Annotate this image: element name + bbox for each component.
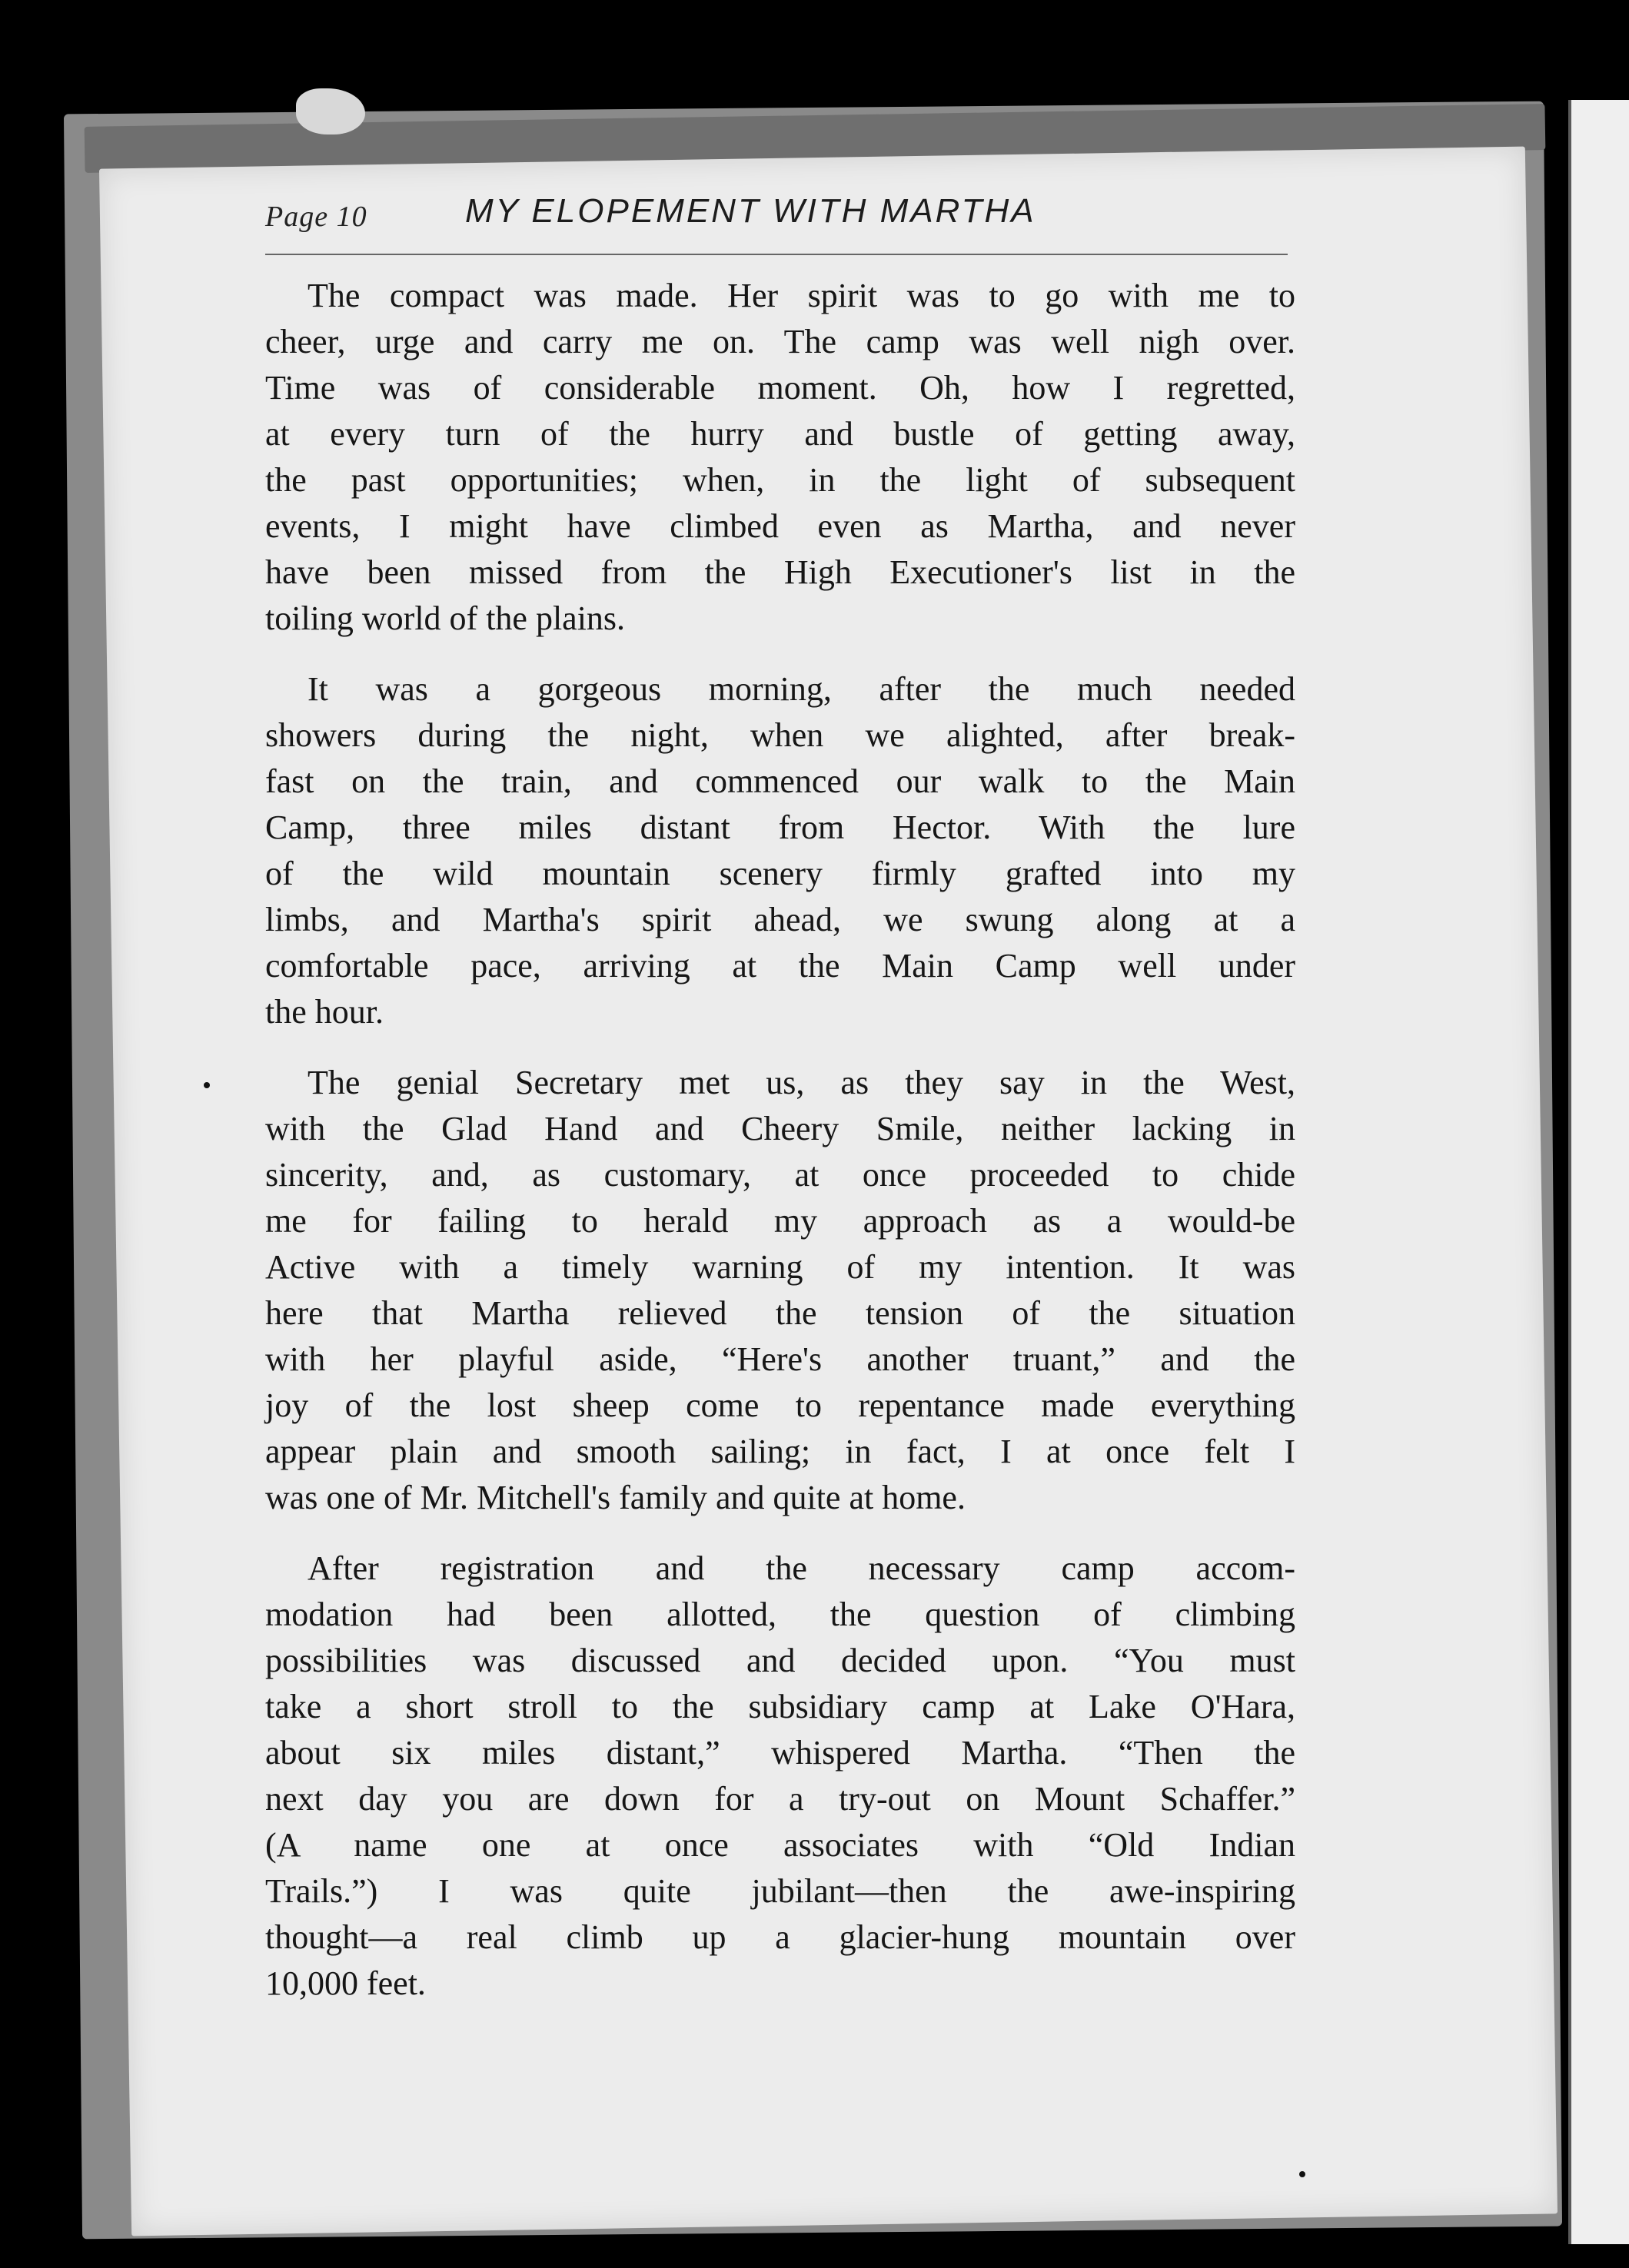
page-number: Page 10 (265, 201, 367, 233)
text-line: Trails.”) I was quite jubilant—then the awe-inspiring (265, 1872, 1295, 1910)
text-line: take a short stroll to the subsidiary camp at Lake O'Hara, (265, 1688, 1295, 1725)
text-line: toiling world of the plains. (265, 599, 626, 637)
paragraph-4 (265, 1546, 1295, 2007)
text-line: limbs, and Martha's spirit ahead, we swung along at a (265, 901, 1295, 938)
text-line: at every turn of the hurry and bustle of getting away, (265, 415, 1295, 453)
text-line: about six miles distant,” whispered Martha. “Then the (265, 1734, 1295, 1772)
body-text (265, 273, 1295, 2031)
facing-page-edge (1568, 100, 1629, 2244)
text-line: The genial Secretary met us, as they say in the West, (308, 1064, 1295, 1101)
text-line: was one of Mr. Mitchell's family and quite at home. (265, 1479, 966, 1516)
paragraph-1 (265, 273, 1295, 642)
text-line: with the Glad Hand and Cheery Smile, neither lacking in (265, 1110, 1295, 1147)
text-line: modation had been allotted, the question of climbing (265, 1596, 1295, 1633)
text-line: Camp, three miles distant from Hector. With the lure (265, 809, 1295, 846)
text-line: thought—a real climb up a glacier-hung mountain over (265, 1918, 1295, 1956)
text-line: Active with a timely warning of my intention. It was (265, 1248, 1295, 1286)
text-line: appear plain and smooth sailing; in fact, I at once felt I (265, 1433, 1295, 1470)
ink-speck (204, 1082, 210, 1088)
page-header (265, 192, 1288, 255)
text-line: The compact was made. Her spirit was to go with me to (308, 277, 1295, 314)
text-line: cheer, urge and carry me on. The camp was well nigh over. (265, 323, 1295, 360)
text-line: It was a gorgeous morning, after the much needed (308, 670, 1295, 708)
text-line: fast on the train, and commenced our walk to the Main (265, 762, 1295, 800)
text-line: here that Martha relieved the tension of the situation (265, 1294, 1295, 1332)
running-title: MY ELOPEMENT WITH MARTHA (465, 192, 1036, 230)
text-line: have been missed from the High Executioner's list in the (265, 553, 1295, 591)
text-line: the past opportunities; when, in the light of subsequent (265, 461, 1295, 499)
text-line: possibilities was discussed and decided upon. “You must (265, 1642, 1295, 1679)
text-line: events, I might have climbed even as Martha, and never (265, 507, 1295, 545)
text-line: (A name one at once associates with “Old Indian (265, 1826, 1295, 1864)
paper-tear (296, 88, 365, 134)
text-line: Time was of considerable moment. Oh, how I regretted, (265, 369, 1295, 407)
text-line: sincerity, and, as customary, at once proceeded to chide (265, 1156, 1295, 1194)
text-line: After registration and the necessary camp accom- (308, 1549, 1295, 1587)
text-line: me for failing to herald my approach as a would-be (265, 1202, 1295, 1240)
text-line: joy of the lost sheep come to repentance made everything (265, 1386, 1295, 1424)
paragraph-2 (265, 666, 1295, 1035)
text-line: 10,000 feet. (265, 1964, 426, 2002)
text-line: with her playful aside, “Here's another truant,” and the (265, 1340, 1295, 1378)
ink-speck (1299, 2171, 1305, 2177)
text-line: of the wild mountain scenery firmly grafted into my (265, 855, 1295, 892)
text-line: the hour. (265, 993, 384, 1031)
text-line: showers during the night, when we alighted, after break- (265, 716, 1295, 754)
paragraph-3 (265, 1060, 1295, 1521)
text-line: comfortable pace, arriving at the Main Camp well under (265, 947, 1295, 985)
text-line: next day you are down for a try-out on Mount Schaffer.” (265, 1780, 1295, 1818)
